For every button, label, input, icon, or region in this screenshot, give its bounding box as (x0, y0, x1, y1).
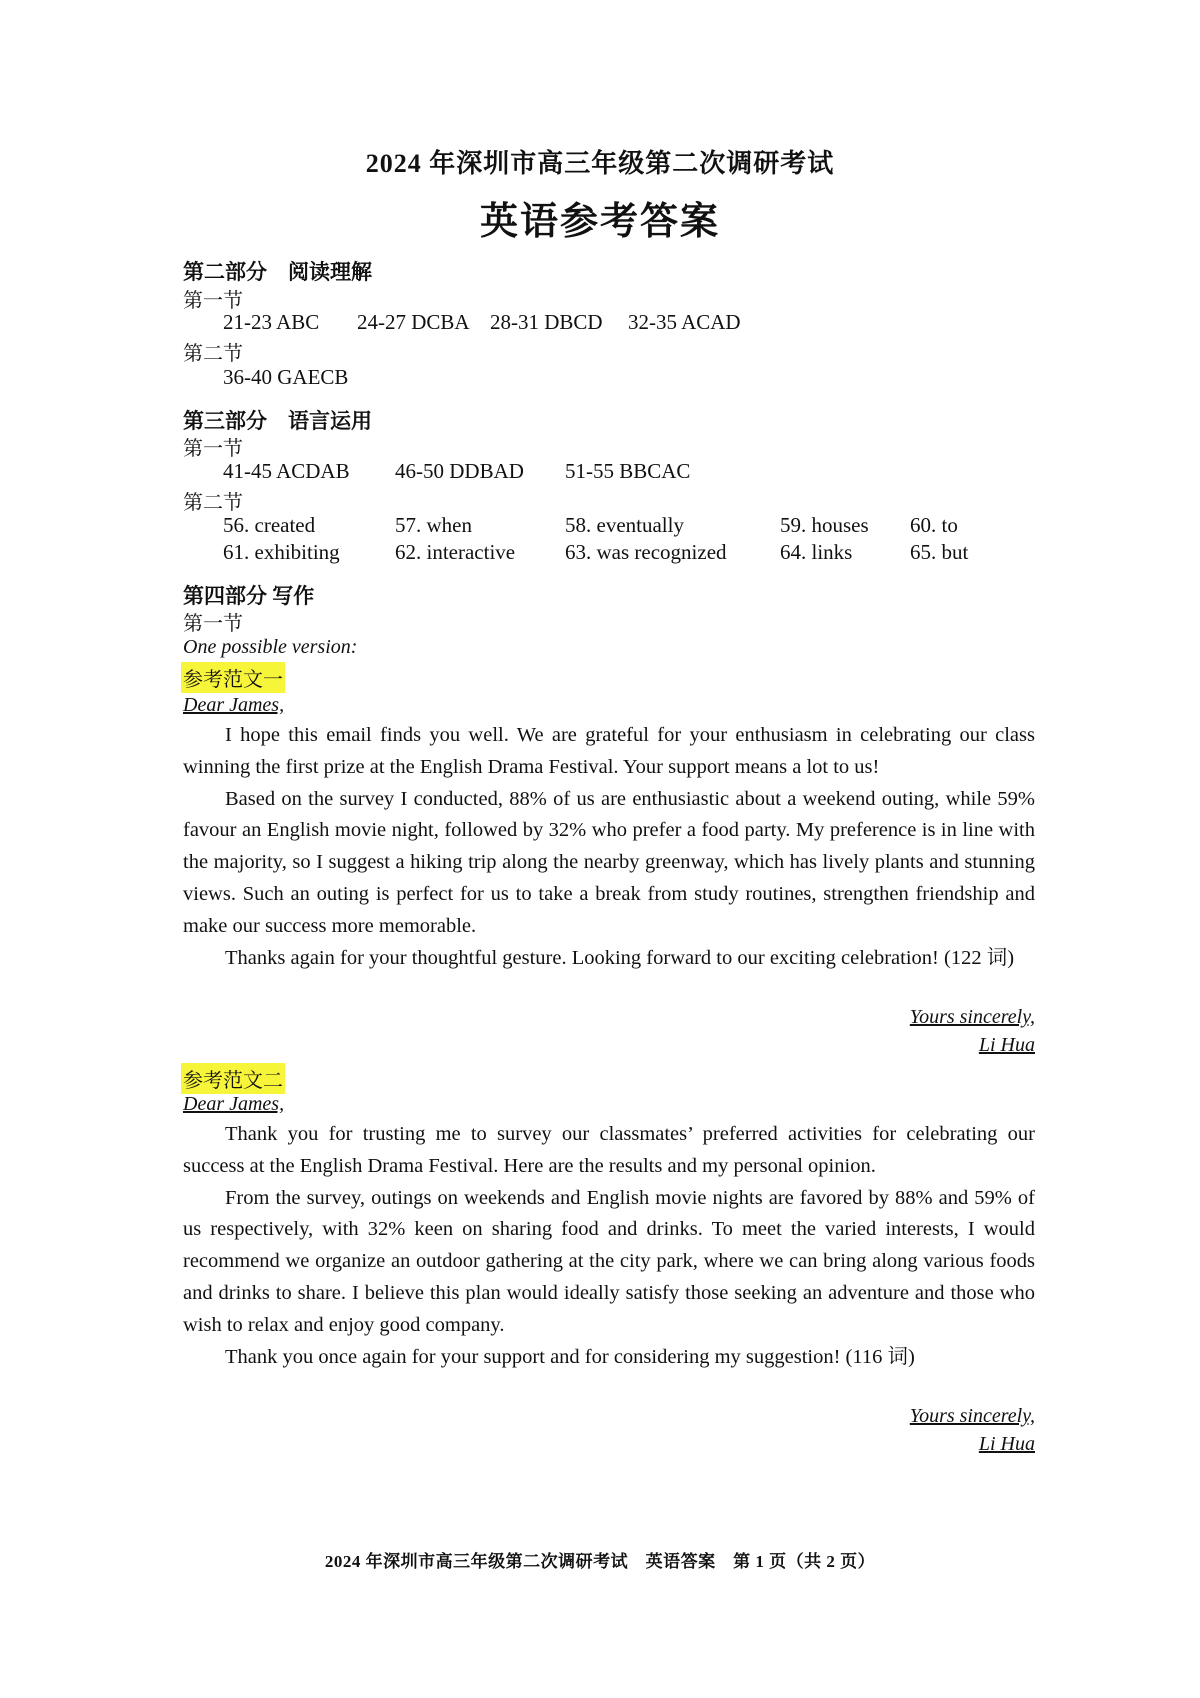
part3-section1-label: 第一节 (183, 438, 243, 460)
answer-group: 24-27 DCBA (357, 310, 470, 334)
essay1-signature: Li Hua (978, 1034, 1035, 1056)
page-footer: 2024 年深圳市高三年级第二次调研考试 英语答案 第 1 页（共 2 页） (324, 1552, 876, 1571)
part2-section1-label: 第一节 (183, 290, 243, 312)
essay-paragraph: Thank you for trusting me to survey our classmates’ preferred activities for celebrating our success at the English Drama Festival. Here are the results and my personal opinion. (183, 1123, 1035, 1177)
answer-item: 63. was recognized (565, 540, 727, 564)
essay1-body (183, 720, 1035, 974)
part4-heading: 第四部分 写作 (183, 584, 315, 608)
essay-paragraph: Based on the survey I conducted, 88% of us are enthusiastic about a weekend outing, while 59% favour an English movie night, followed by 32% who prefer a food party. My preference is in line with the majority, so I suggest a hiking trip along the nearby greenway, which has lively plants and stunning views. Such an outing is perfect for us to take a break from study routines, strengthen friendship and make our success more memorable. (183, 787, 1035, 937)
essay2-signature: Li Hua (978, 1433, 1035, 1455)
document-subtitle: 英语参考答案 (479, 201, 720, 243)
answer-group: 41-45 ACDAB (223, 459, 350, 483)
exam-title: 2024 年深圳市高三年级第二次调研考试 (365, 149, 835, 178)
part3-heading: 第三部分 语言运用 (183, 409, 372, 433)
answer-group: 51-55 BBCAC (565, 459, 691, 483)
essay2-body (183, 1119, 1035, 1373)
essay-paragraph: Thanks again for your thoughtful gesture. Looking forward to our exciting celebration! (122 词) (225, 946, 1015, 969)
essay-paragraph: I hope this email finds you well. We are grateful for your enthusiasm in celebrating our class winning the first prize at the English Drama Festival. Your support means a lot to us! (183, 724, 1035, 778)
answer-item: 61. exhibiting (223, 540, 340, 564)
answer-item: 56. created (223, 513, 316, 537)
essay2-label: 参考范文二 (181, 1063, 285, 1094)
answer-group: 36-40 GAECB (223, 365, 349, 389)
answer-group: 28-31 DBCD (490, 310, 603, 334)
answer-group: 46-50 DDBAD (395, 459, 524, 483)
answer-item: 59. houses (780, 513, 869, 537)
answer-item: 62. interactive (395, 540, 516, 564)
answer-item: 60. to (910, 513, 958, 537)
essay2-salutation: Dear James, (183, 1093, 285, 1115)
essay-paragraph: Thank you once again for your support and for considering my suggestion! (116 词) (225, 1345, 915, 1368)
essay-paragraph: From the survey, outings on weekends and English movie nights are favored by 88% and 59% of us respectively, with 32% keen on sharing food and drinks. To meet the varied interests, I would recommend we organize an outdoor gathering at the city park, where we can bring along various foods and drinks to share. I believe this plan would ideally satisfy those seeking an adventure and those who wish to relax and enjoy good company. (183, 1186, 1035, 1336)
part3-section2-label: 第二节 (183, 492, 243, 514)
part2-heading: 第二部分 阅读理解 (183, 260, 372, 284)
answer-item: 65. but (910, 540, 969, 564)
answer-item: 64. links (780, 540, 853, 564)
essay1-label: 参考范文一 (181, 662, 285, 693)
version-intro: One possible version: (183, 636, 358, 658)
answer-item: 58. eventually (565, 513, 684, 537)
answer-group: 21-23 ABC (223, 310, 320, 334)
essay1-closing: Yours sincerely, (909, 1006, 1035, 1028)
essay1-salutation: Dear James, (183, 694, 285, 716)
essay2-closing: Yours sincerely, (909, 1405, 1035, 1427)
answer-item: 57. when (395, 513, 472, 537)
answer-group: 32-35 ACAD (628, 310, 741, 334)
part2-section2-label: 第二节 (183, 343, 243, 365)
part4-section1-label: 第一节 (183, 613, 243, 635)
